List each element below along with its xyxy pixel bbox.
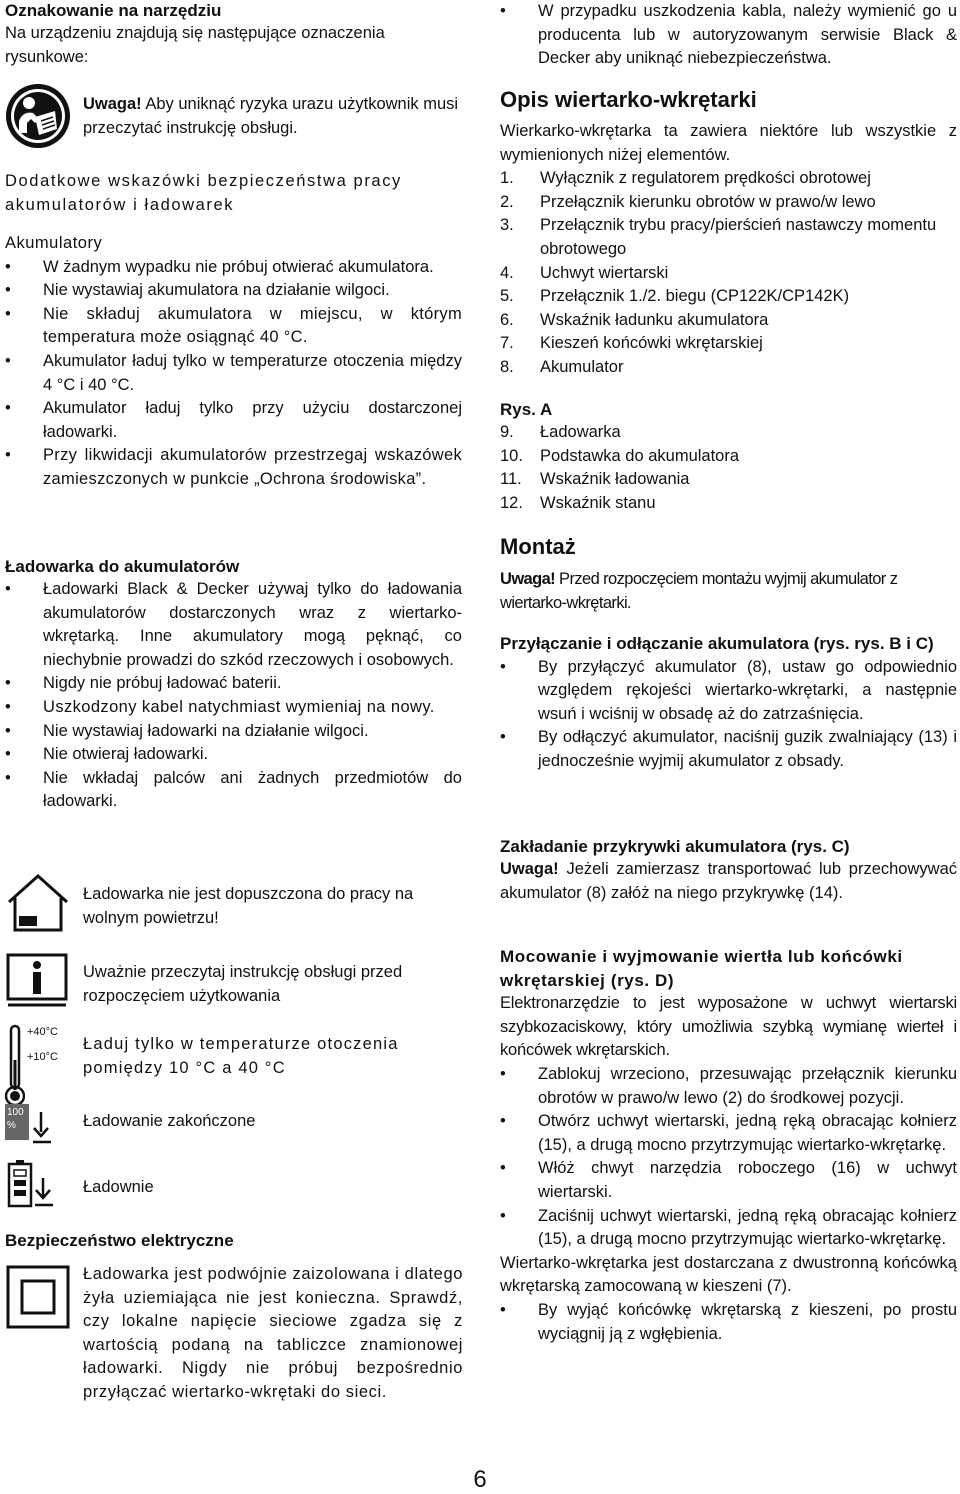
list-item: • Ładowarki Black & Decker używaj tylko do ładowania akumulatorów dostarczonych wraz z wiertarko-wkrętarką. Inne akumulatory mogą pęknąć, co niechybnie prowadzi do szkód rzeczowych i osobowych.: [5, 578, 462, 672]
assembly-heading: Montaż: [500, 534, 576, 559]
list-item: 6. Wskaźnik ładunku akumulatora: [500, 310, 769, 329]
description-intro: Wierkarko-wkrętarka ta zawiera niektóre lub wszystkie z wymienionych niżej elementów.: [500, 122, 957, 164]
list-item: • Zablokuj wrzeciono, przesuwając przełącznik kierunku obrotów w prawo/w lewo (2) do środkowej pozycji.: [500, 1063, 957, 1110]
list-item: • Nie wystawiaj akumulatora na działanie wilgoci.: [5, 279, 462, 303]
list-item: 1. Wyłącznik z regulatorem prędkości obrotowej: [500, 169, 871, 188]
list-item: • Nie otwieraj ładowarki.: [5, 743, 462, 767]
parts-list: [500, 167, 957, 379]
cable-bullet: [500, 0, 957, 71]
cover-text: Uwaga! Jeżeli zamierzasz transportować lub przechowywać akumulator (8) załóż na niego przykrywkę (14).: [500, 860, 957, 902]
list-item: • Zaciśnij uchwyt wiertarski, jedną ręką obracając kołnierz (15), a drugą mocno przytrzymując wiertarko-wkrętarkę.: [500, 1205, 957, 1252]
attach-heading: Przyłączanie i odłączanie akumulatora (rys. rys. B i C): [500, 634, 934, 653]
list-item: • Akumulator ładuj tylko przy użyciu dostarczonej ładowarki.: [5, 397, 462, 444]
description-heading: Opis wiertarko-wkrętarki: [500, 87, 757, 112]
electrical-heading: Bezpieczeństwo elektryczne: [5, 1231, 234, 1250]
figure-a-parts: [500, 421, 957, 515]
list-item: • Uszkodzony kabel natychmiast wymieniaj na nowy.: [5, 696, 462, 720]
symbol-indoor-text: Ładowarka nie jest dopuszczona do pracy na wolnym powietrzu!: [83, 885, 414, 927]
assembly-warning: Uwaga! Przed rozpoczęciem montażu wyjmij akumulator z wiertarko-wkrętarki.: [500, 570, 898, 612]
batteries-list: [5, 256, 462, 492]
symbol-temp-text: Ładuj tylko w temperaturze otoczenia pomiędzy 10 °C a 40 °C: [83, 1035, 399, 1077]
list-item: • W przypadku uszkodzenia kabla, należy wymienić go u producenta lub w autoryzowanym serwisie Black & Decker aby uniknąć niebezpieczeństwa.: [500, 0, 957, 71]
symbol-done-text: Ładowanie zakończone: [83, 1112, 256, 1130]
bit-steps-list: [500, 1063, 957, 1252]
electrical-text: Ładowarka jest podwójnie zaizolowana i dlatego żyła uziemiająca nie jest konieczna. Sprawdź, czy lokalne napięcie sieciowe zgadza się z wartością podaną na tabliczce znamionowej ładowarki. Nigdy nie próbuj bezpośrednio przyłączać wiertarko-wkrętaki do sieci.: [83, 1265, 463, 1401]
bit-heading: Mocowanie i wyjmowanie wiertła lub końcówki wkrętarskiej (rys. D): [500, 947, 903, 990]
charger-heading: Ładowarka do akumulatorów: [5, 557, 240, 576]
list-item: • Otwórz uchwyt wiertarski, jedną ręką obracając kołnierz (15), a drugą mocno przytrzymując wiertarko-wkrętarkę.: [500, 1110, 957, 1157]
page-number: 6: [473, 1466, 487, 1493]
list-item: • By odłączyć akumulator, naciśnij guzik zwalniający (13) i jednocześnie wyjmij akumulator z obsady.: [500, 726, 957, 773]
list-item: 2. Przełącznik kierunku obrotów w prawo/w lewo: [500, 192, 876, 211]
list-item: • By przyłączyć akumulator (8), ustaw go odpowiednio względem rękojeści wiertarko-wkrętarki, a następnie wsuń i wciśnij w obsadę aż do zatrzaśnięcia.: [500, 656, 957, 727]
indoor-use-icon: [5, 872, 71, 939]
temp-high-label: +40°C: [27, 1026, 59, 1038]
charging-icon: [5, 1158, 57, 1215]
list-item: • Przy likwidacji akumulatorów przestrzegaj wskazówek zamieszczonych w punkcie „Ochrona środowiska”.: [5, 444, 462, 491]
list-item: 8. Akumulator: [500, 357, 624, 376]
list-item: • W żadnym wypadku nie próbuj otwierać akumulatora.: [5, 256, 462, 280]
list-item: 4. Uchwyt wiertarski: [500, 263, 669, 282]
list-item: • Włóż chwyt narzędzia roboczego (16) w uchwyt wiertarski.: [500, 1157, 957, 1204]
list-item: • By wyjąć końcówkę wkrętarską z kieszeni, po prostu wyciągnij ją z wgłębienia.: [500, 1299, 957, 1346]
warning-read-manual: Uwaga! Aby uniknąć ryzyka urazu użytkownik musi przeczytać instrukcję obsługi.: [83, 95, 459, 137]
bit-note: Wiertarko-wkrętarka jest dostarczana z dwustronną końcówką wkrętarską zamocowaną w kieszeni (7).: [500, 1253, 957, 1296]
read-manual-icon: [5, 83, 71, 154]
batteries-heading: Akumulatory: [5, 234, 103, 252]
figure-a-heading: Rys. A: [500, 400, 553, 419]
list-item: • Akumulator ładuj tylko w temperaturze otoczenia między 4 °C i 40 °C.: [5, 350, 462, 397]
list-item: • Nie wystawiaj ładowarki na działanie wilgoci.: [5, 720, 462, 744]
charger-list: [5, 578, 462, 814]
list-item: 9. Ładowarka: [500, 423, 621, 441]
cover-heading: Zakładanie przykrywki akumulatora (rys. C): [500, 837, 850, 856]
extra-safety-heading: Dodatkowe wskazówki bezpieczeństwa pracy akumulatorów i ładowarek: [5, 172, 402, 214]
list-item: 10. Podstawka do akumulatora: [500, 446, 740, 465]
temp-low-label: +10°C: [27, 1051, 59, 1063]
charge-complete-icon-label: 100 %: [7, 1107, 24, 1131]
list-item: • Nie składuj akumulatora w miejscu, w którym temperatura może osiągnąć 40 °C.: [5, 303, 462, 350]
list-item: 3. Przełącznik trybu pracy/pierścień nastawczy momentu obrotowego: [500, 216, 937, 258]
markings-heading: Oznakowanie na narzędziu: [5, 1, 222, 20]
info-icon: [5, 952, 71, 1013]
symbol-charging-text: Ładownie: [83, 1178, 154, 1196]
attach-list: [500, 656, 957, 774]
double-insulation-icon: [5, 1264, 71, 1335]
list-item: 7. Kieszeń końcówki wkrętarskiej: [500, 334, 763, 353]
symbol-info-text: Uważnie przeczytaj instrukcję obsługi przed rozpoczęciem użytkowania: [83, 963, 403, 1005]
list-item: 5. Przełącznik 1./2. biegu (CP122K/CP142K): [500, 287, 850, 306]
bit-remove-list: [500, 1299, 957, 1346]
list-item: 11. Wskaźnik ładowania: [500, 470, 690, 489]
markings-intro: Na urządzeniu znajdują się następujące oznaczenia rysunkowe:: [5, 24, 385, 66]
list-item: • Nie wkładaj palców ani żadnych przedmiotów do ładowarki.: [5, 767, 462, 814]
list-item: 12. Wskaźnik stanu: [500, 493, 656, 512]
bit-intro: Elektronarzędzie to jest wyposażone w uchwyt wiertarski szybkozaciskowy, który umożliwia szybką wymianę wierteł i końcówek wkrętarskich.: [500, 994, 957, 1060]
list-item: • Nigdy nie próbuj ładować baterii.: [5, 672, 462, 696]
